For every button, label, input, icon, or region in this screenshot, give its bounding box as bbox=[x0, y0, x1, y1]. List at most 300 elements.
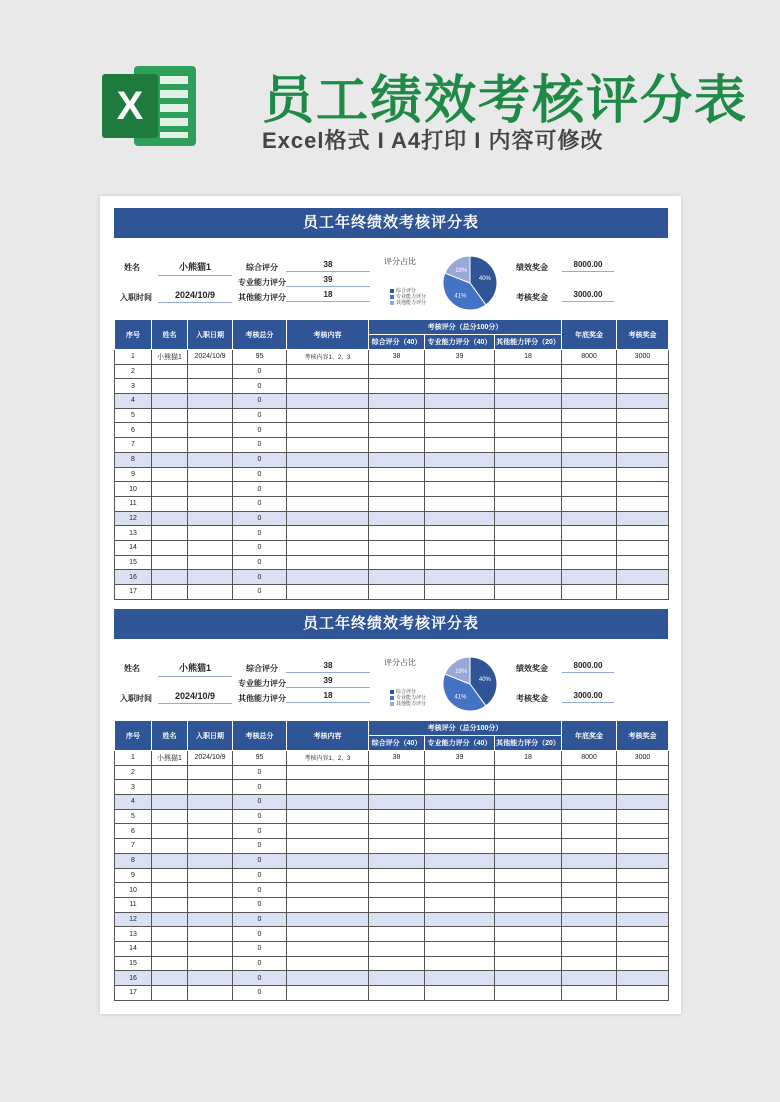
table-cell[interactable]: 18 bbox=[495, 751, 562, 766]
table-cell[interactable] bbox=[188, 511, 233, 526]
table-cell[interactable] bbox=[617, 912, 669, 927]
table-cell[interactable] bbox=[152, 540, 188, 555]
table-cell[interactable] bbox=[495, 912, 562, 927]
table-cell[interactable] bbox=[562, 438, 617, 453]
table-cell[interactable] bbox=[287, 839, 369, 854]
table-cell[interactable]: 1 bbox=[115, 751, 152, 766]
table-cell[interactable] bbox=[188, 408, 233, 423]
hire-date-value[interactable]: 2024/10/9 bbox=[158, 691, 232, 704]
table-cell[interactable]: 0 bbox=[233, 795, 287, 810]
table-cell[interactable]: 0 bbox=[233, 555, 287, 570]
name-value[interactable]: 小熊猫1 bbox=[158, 661, 232, 677]
table-cell[interactable] bbox=[617, 927, 669, 942]
table-cell[interactable]: 17 bbox=[115, 986, 152, 1001]
table-cell[interactable]: 11 bbox=[115, 897, 152, 912]
assess-bonus-value[interactable]: 3000.00 bbox=[562, 691, 614, 703]
table-cell[interactable] bbox=[369, 408, 425, 423]
table-cell[interactable] bbox=[188, 482, 233, 497]
table-cell[interactable]: 小熊猫1 bbox=[152, 751, 188, 766]
table-cell[interactable] bbox=[617, 467, 669, 482]
table-cell[interactable] bbox=[495, 570, 562, 585]
table-cell[interactable]: 0 bbox=[233, 765, 287, 780]
table-cell[interactable] bbox=[369, 986, 425, 1001]
table-cell[interactable] bbox=[369, 765, 425, 780]
table-cell[interactable] bbox=[152, 956, 188, 971]
table-cell[interactable]: 0 bbox=[233, 883, 287, 898]
table-cell[interactable] bbox=[369, 912, 425, 927]
table-cell[interactable] bbox=[495, 408, 562, 423]
table-cell[interactable] bbox=[562, 364, 617, 379]
table-cell[interactable] bbox=[188, 941, 233, 956]
table-cell[interactable] bbox=[369, 452, 425, 467]
table-cell[interactable]: 0 bbox=[233, 526, 287, 541]
table-cell[interactable]: 考核内容1、2、3 bbox=[287, 751, 369, 766]
table-cell[interactable] bbox=[287, 927, 369, 942]
table-cell[interactable] bbox=[495, 853, 562, 868]
table-cell[interactable] bbox=[152, 467, 188, 482]
table-cell[interactable] bbox=[617, 423, 669, 438]
table-cell[interactable] bbox=[188, 839, 233, 854]
table-cell[interactable]: 11 bbox=[115, 496, 152, 511]
table-cell[interactable] bbox=[287, 467, 369, 482]
table-cell[interactable] bbox=[425, 394, 495, 409]
table-cell[interactable] bbox=[495, 394, 562, 409]
table-cell[interactable] bbox=[152, 511, 188, 526]
table-cell[interactable] bbox=[369, 540, 425, 555]
table-cell[interactable] bbox=[425, 809, 495, 824]
table-cell[interactable] bbox=[188, 394, 233, 409]
table-cell[interactable] bbox=[425, 868, 495, 883]
table-cell[interactable] bbox=[495, 883, 562, 898]
table-cell[interactable] bbox=[495, 423, 562, 438]
table-cell[interactable]: 0 bbox=[233, 809, 287, 824]
table-cell[interactable] bbox=[152, 482, 188, 497]
table-cell[interactable] bbox=[562, 379, 617, 394]
table-cell[interactable] bbox=[152, 452, 188, 467]
table-cell[interactable]: 15 bbox=[115, 555, 152, 570]
table-cell[interactable] bbox=[425, 570, 495, 585]
table-cell[interactable] bbox=[425, 526, 495, 541]
table-cell[interactable] bbox=[152, 839, 188, 854]
table-cell[interactable] bbox=[562, 780, 617, 795]
table-cell[interactable] bbox=[287, 540, 369, 555]
table-cell[interactable]: 0 bbox=[233, 897, 287, 912]
table-cell[interactable] bbox=[188, 379, 233, 394]
table-cell[interactable] bbox=[287, 379, 369, 394]
table-cell[interactable] bbox=[562, 540, 617, 555]
table-cell[interactable]: 39 bbox=[425, 751, 495, 766]
table-cell[interactable] bbox=[287, 452, 369, 467]
table-cell[interactable] bbox=[287, 868, 369, 883]
table-cell[interactable] bbox=[562, 496, 617, 511]
table-cell[interactable] bbox=[287, 394, 369, 409]
table-cell[interactable] bbox=[425, 883, 495, 898]
table-cell[interactable] bbox=[617, 452, 669, 467]
table-cell[interactable] bbox=[425, 408, 495, 423]
table-cell[interactable]: 0 bbox=[233, 496, 287, 511]
table-cell[interactable] bbox=[369, 824, 425, 839]
table-cell[interactable]: 38 bbox=[369, 751, 425, 766]
table-cell[interactable] bbox=[495, 467, 562, 482]
table-cell[interactable] bbox=[369, 809, 425, 824]
table-cell[interactable] bbox=[152, 883, 188, 898]
table-cell[interactable] bbox=[495, 540, 562, 555]
table-cell[interactable] bbox=[188, 912, 233, 927]
table-cell[interactable] bbox=[369, 570, 425, 585]
table-cell[interactable] bbox=[152, 912, 188, 927]
table-cell[interactable] bbox=[287, 883, 369, 898]
table-cell[interactable] bbox=[425, 956, 495, 971]
table-cell[interactable] bbox=[152, 780, 188, 795]
table-cell[interactable] bbox=[617, 956, 669, 971]
table-cell[interactable] bbox=[562, 585, 617, 600]
table-cell[interactable] bbox=[369, 467, 425, 482]
table-cell[interactable]: 3 bbox=[115, 780, 152, 795]
table-cell[interactable] bbox=[287, 971, 369, 986]
table-cell[interactable]: 13 bbox=[115, 526, 152, 541]
table-cell[interactable] bbox=[152, 868, 188, 883]
table-cell[interactable]: 10 bbox=[115, 482, 152, 497]
table-cell[interactable] bbox=[287, 570, 369, 585]
table-cell[interactable] bbox=[287, 526, 369, 541]
table-cell[interactable] bbox=[188, 496, 233, 511]
table-cell[interactable]: 3000 bbox=[617, 751, 669, 766]
table-cell[interactable] bbox=[495, 927, 562, 942]
table-cell[interactable] bbox=[495, 452, 562, 467]
table-cell[interactable] bbox=[152, 927, 188, 942]
table-cell[interactable]: 0 bbox=[233, 585, 287, 600]
table-cell[interactable] bbox=[617, 555, 669, 570]
table-cell[interactable] bbox=[617, 971, 669, 986]
table-cell[interactable] bbox=[617, 438, 669, 453]
table-cell[interactable] bbox=[617, 809, 669, 824]
table-cell[interactable]: 95 bbox=[233, 350, 287, 365]
table-cell[interactable] bbox=[369, 511, 425, 526]
table-cell[interactable] bbox=[188, 971, 233, 986]
table-cell[interactable]: 9 bbox=[115, 467, 152, 482]
table-cell[interactable] bbox=[617, 496, 669, 511]
table-cell[interactable] bbox=[188, 438, 233, 453]
table-cell[interactable] bbox=[617, 526, 669, 541]
table-cell[interactable] bbox=[188, 570, 233, 585]
table-cell[interactable] bbox=[369, 585, 425, 600]
table-cell[interactable] bbox=[188, 986, 233, 1001]
table-cell[interactable] bbox=[617, 839, 669, 854]
table-cell[interactable] bbox=[369, 883, 425, 898]
table-cell[interactable] bbox=[188, 526, 233, 541]
table-cell[interactable] bbox=[562, 526, 617, 541]
table-cell[interactable]: 18 bbox=[495, 350, 562, 365]
table-cell[interactable] bbox=[562, 839, 617, 854]
table-cell[interactable]: 10 bbox=[115, 883, 152, 898]
table-cell[interactable] bbox=[188, 824, 233, 839]
table-cell[interactable] bbox=[425, 555, 495, 570]
table-cell[interactable]: 14 bbox=[115, 941, 152, 956]
table-cell[interactable] bbox=[562, 394, 617, 409]
table-cell[interactable]: 2 bbox=[115, 364, 152, 379]
table-cell[interactable] bbox=[287, 496, 369, 511]
table-cell[interactable] bbox=[562, 482, 617, 497]
table-cell[interactable] bbox=[287, 438, 369, 453]
table-cell[interactable]: 3 bbox=[115, 379, 152, 394]
table-cell[interactable]: 17 bbox=[115, 585, 152, 600]
table-cell[interactable]: 0 bbox=[233, 780, 287, 795]
table-cell[interactable] bbox=[495, 585, 562, 600]
table-cell[interactable] bbox=[562, 824, 617, 839]
table-cell[interactable] bbox=[617, 570, 669, 585]
table-cell[interactable] bbox=[369, 526, 425, 541]
table-cell[interactable] bbox=[188, 467, 233, 482]
table-cell[interactable] bbox=[425, 853, 495, 868]
score-3-value[interactable]: 18 bbox=[286, 290, 370, 302]
score-2-value[interactable]: 39 bbox=[286, 275, 370, 287]
table-cell[interactable]: 16 bbox=[115, 971, 152, 986]
table-cell[interactable] bbox=[287, 423, 369, 438]
table-cell[interactable] bbox=[495, 795, 562, 810]
table-cell[interactable] bbox=[369, 971, 425, 986]
table-cell[interactable] bbox=[287, 765, 369, 780]
table-cell[interactable] bbox=[562, 467, 617, 482]
table-cell[interactable] bbox=[562, 868, 617, 883]
table-cell[interactable] bbox=[562, 809, 617, 824]
table-cell[interactable]: 38 bbox=[369, 350, 425, 365]
table-cell[interactable]: 12 bbox=[115, 511, 152, 526]
table-cell[interactable] bbox=[425, 765, 495, 780]
table-cell[interactable] bbox=[287, 912, 369, 927]
table-cell[interactable] bbox=[617, 824, 669, 839]
table-cell[interactable]: 0 bbox=[233, 394, 287, 409]
table-cell[interactable] bbox=[369, 927, 425, 942]
table-cell[interactable]: 0 bbox=[233, 839, 287, 854]
table-cell[interactable] bbox=[425, 364, 495, 379]
table-cell[interactable] bbox=[369, 379, 425, 394]
table-cell[interactable]: 5 bbox=[115, 809, 152, 824]
table-cell[interactable]: 9 bbox=[115, 868, 152, 883]
table-cell[interactable] bbox=[617, 853, 669, 868]
table-cell[interactable] bbox=[152, 526, 188, 541]
table-cell[interactable] bbox=[425, 824, 495, 839]
table-cell[interactable] bbox=[188, 540, 233, 555]
hire-date-value[interactable]: 2024/10/9 bbox=[158, 290, 232, 303]
perf-bonus-value[interactable]: 8000.00 bbox=[562, 661, 614, 673]
table-cell[interactable] bbox=[188, 853, 233, 868]
table-cell[interactable] bbox=[495, 986, 562, 1001]
table-cell[interactable] bbox=[495, 765, 562, 780]
table-cell[interactable] bbox=[562, 765, 617, 780]
table-cell[interactable]: 4 bbox=[115, 394, 152, 409]
table-cell[interactable]: 0 bbox=[233, 824, 287, 839]
table-cell[interactable] bbox=[369, 795, 425, 810]
table-cell[interactable] bbox=[562, 511, 617, 526]
table-cell[interactable] bbox=[425, 795, 495, 810]
table-cell[interactable] bbox=[617, 394, 669, 409]
table-cell[interactable] bbox=[425, 496, 495, 511]
table-cell[interactable] bbox=[562, 423, 617, 438]
table-cell[interactable] bbox=[425, 927, 495, 942]
table-cell[interactable]: 0 bbox=[233, 467, 287, 482]
table-cell[interactable] bbox=[425, 941, 495, 956]
table-cell[interactable] bbox=[152, 570, 188, 585]
perf-bonus-value[interactable]: 8000.00 bbox=[562, 260, 614, 272]
table-cell[interactable] bbox=[425, 482, 495, 497]
table-cell[interactable] bbox=[495, 364, 562, 379]
table-cell[interactable]: 小熊猫1 bbox=[152, 350, 188, 365]
score-2-value[interactable]: 39 bbox=[286, 676, 370, 688]
table-cell[interactable] bbox=[425, 467, 495, 482]
table-cell[interactable] bbox=[287, 853, 369, 868]
table-cell[interactable] bbox=[369, 780, 425, 795]
table-cell[interactable] bbox=[562, 408, 617, 423]
table-cell[interactable] bbox=[287, 511, 369, 526]
table-cell[interactable] bbox=[425, 912, 495, 927]
table-cell[interactable]: 5 bbox=[115, 408, 152, 423]
table-cell[interactable] bbox=[188, 423, 233, 438]
table-cell[interactable] bbox=[152, 809, 188, 824]
table-cell[interactable] bbox=[617, 780, 669, 795]
table-cell[interactable]: 13 bbox=[115, 927, 152, 942]
table-cell[interactable] bbox=[495, 941, 562, 956]
table-cell[interactable] bbox=[495, 971, 562, 986]
table-cell[interactable]: 7 bbox=[115, 839, 152, 854]
table-cell[interactable] bbox=[617, 585, 669, 600]
table-cell[interactable]: 2024/10/9 bbox=[188, 751, 233, 766]
table-cell[interactable]: 6 bbox=[115, 824, 152, 839]
table-cell[interactable] bbox=[152, 496, 188, 511]
table-cell[interactable]: 0 bbox=[233, 868, 287, 883]
table-cell[interactable]: 1 bbox=[115, 350, 152, 365]
table-cell[interactable]: 0 bbox=[233, 452, 287, 467]
table-cell[interactable] bbox=[152, 986, 188, 1001]
table-cell[interactable] bbox=[425, 986, 495, 1001]
table-cell[interactable]: 0 bbox=[233, 438, 287, 453]
table-cell[interactable] bbox=[369, 839, 425, 854]
table-cell[interactable] bbox=[617, 408, 669, 423]
table-cell[interactable] bbox=[369, 897, 425, 912]
table-cell[interactable] bbox=[495, 496, 562, 511]
score-3-value[interactable]: 18 bbox=[286, 691, 370, 703]
table-cell[interactable] bbox=[425, 511, 495, 526]
table-cell[interactable] bbox=[287, 986, 369, 1001]
table-cell[interactable] bbox=[287, 941, 369, 956]
table-cell[interactable]: 考核内容1、2、3 bbox=[287, 350, 369, 365]
table-cell[interactable]: 0 bbox=[233, 941, 287, 956]
table-cell[interactable]: 8 bbox=[115, 853, 152, 868]
table-cell[interactable] bbox=[495, 526, 562, 541]
table-cell[interactable]: 0 bbox=[233, 482, 287, 497]
table-cell[interactable] bbox=[287, 956, 369, 971]
score-1-value[interactable]: 38 bbox=[286, 260, 370, 272]
table-cell[interactable] bbox=[617, 379, 669, 394]
table-cell[interactable] bbox=[562, 927, 617, 942]
table-cell[interactable] bbox=[617, 482, 669, 497]
table-cell[interactable] bbox=[152, 394, 188, 409]
table-cell[interactable]: 0 bbox=[233, 853, 287, 868]
table-cell[interactable] bbox=[495, 511, 562, 526]
table-cell[interactable] bbox=[188, 868, 233, 883]
table-cell[interactable] bbox=[495, 868, 562, 883]
table-cell[interactable] bbox=[152, 765, 188, 780]
score-1-value[interactable]: 38 bbox=[286, 661, 370, 673]
name-value[interactable]: 小熊猫1 bbox=[158, 260, 232, 276]
table-cell[interactable] bbox=[188, 364, 233, 379]
table-cell[interactable]: 15 bbox=[115, 956, 152, 971]
table-cell[interactable]: 0 bbox=[233, 927, 287, 942]
table-cell[interactable] bbox=[152, 423, 188, 438]
table-cell[interactable] bbox=[369, 394, 425, 409]
table-cell[interactable] bbox=[152, 364, 188, 379]
table-cell[interactable] bbox=[287, 408, 369, 423]
table-cell[interactable] bbox=[369, 853, 425, 868]
table-cell[interactable]: 0 bbox=[233, 379, 287, 394]
table-cell[interactable] bbox=[369, 438, 425, 453]
table-cell[interactable] bbox=[369, 496, 425, 511]
table-cell[interactable] bbox=[425, 585, 495, 600]
table-cell[interactable]: 0 bbox=[233, 971, 287, 986]
table-cell[interactable] bbox=[562, 570, 617, 585]
table-cell[interactable] bbox=[287, 897, 369, 912]
table-cell[interactable]: 2024/10/9 bbox=[188, 350, 233, 365]
table-cell[interactable]: 8000 bbox=[562, 751, 617, 766]
table-cell[interactable] bbox=[287, 795, 369, 810]
table-cell[interactable] bbox=[152, 795, 188, 810]
table-cell[interactable] bbox=[495, 780, 562, 795]
table-cell[interactable] bbox=[425, 780, 495, 795]
table-cell[interactable]: 0 bbox=[233, 423, 287, 438]
table-cell[interactable] bbox=[495, 897, 562, 912]
table-cell[interactable] bbox=[152, 941, 188, 956]
table-cell[interactable] bbox=[495, 824, 562, 839]
table-cell[interactable] bbox=[188, 897, 233, 912]
table-cell[interactable]: 0 bbox=[233, 540, 287, 555]
table-cell[interactable] bbox=[495, 956, 562, 971]
table-cell[interactable] bbox=[287, 482, 369, 497]
table-cell[interactable] bbox=[188, 795, 233, 810]
table-cell[interactable] bbox=[425, 540, 495, 555]
table-cell[interactable] bbox=[617, 883, 669, 898]
table-cell[interactable] bbox=[617, 986, 669, 1001]
table-cell[interactable]: 95 bbox=[233, 751, 287, 766]
table-cell[interactable] bbox=[188, 927, 233, 942]
table-cell[interactable] bbox=[152, 853, 188, 868]
table-cell[interactable] bbox=[188, 452, 233, 467]
table-cell[interactable]: 8000 bbox=[562, 350, 617, 365]
table-cell[interactable] bbox=[369, 868, 425, 883]
table-cell[interactable]: 0 bbox=[233, 912, 287, 927]
table-cell[interactable] bbox=[617, 540, 669, 555]
table-cell[interactable] bbox=[495, 438, 562, 453]
table-cell[interactable] bbox=[562, 986, 617, 1001]
table-cell[interactable]: 0 bbox=[233, 956, 287, 971]
assess-bonus-value[interactable]: 3000.00 bbox=[562, 290, 614, 302]
table-cell[interactable]: 0 bbox=[233, 408, 287, 423]
table-cell[interactable] bbox=[152, 438, 188, 453]
table-cell[interactable] bbox=[425, 839, 495, 854]
table-cell[interactable] bbox=[562, 883, 617, 898]
table-cell[interactable] bbox=[287, 824, 369, 839]
table-cell[interactable] bbox=[152, 971, 188, 986]
table-cell[interactable] bbox=[617, 941, 669, 956]
table-cell[interactable] bbox=[617, 364, 669, 379]
table-cell[interactable] bbox=[425, 438, 495, 453]
table-cell[interactable] bbox=[188, 809, 233, 824]
table-cell[interactable] bbox=[617, 765, 669, 780]
table-cell[interactable] bbox=[562, 795, 617, 810]
table-cell[interactable] bbox=[617, 897, 669, 912]
table-cell[interactable] bbox=[425, 379, 495, 394]
table-cell[interactable] bbox=[562, 897, 617, 912]
table-cell[interactable] bbox=[188, 585, 233, 600]
table-cell[interactable] bbox=[562, 853, 617, 868]
